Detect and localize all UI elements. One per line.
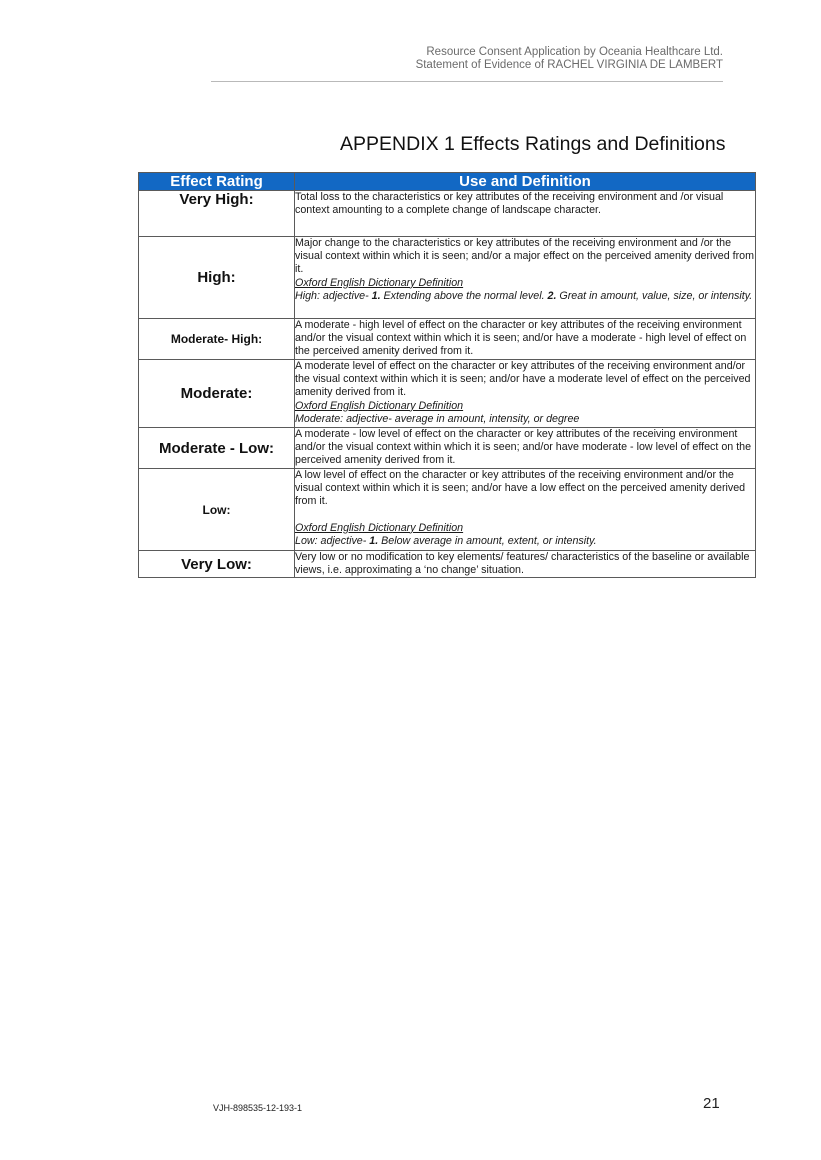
header-line-1: Resource Consent Application by Oceania Healthcare Ltd. (426, 46, 723, 58)
oed-meaning-1: Below average in amount, extent, or intensity. (378, 534, 597, 547)
rating-cell: Moderate: (139, 360, 295, 428)
definition-text: A moderate level of effect on the character or key attributes of the receiving environment and/or the visual context within which it is seen; and/or have a moderate level of effect on the perceived amenity derived from it. (295, 360, 751, 399)
rating-cell: Very Low: (139, 551, 295, 578)
page-header (416, 46, 723, 72)
appendix-title: APPENDIX 1 Effects Ratings and Definitions (340, 133, 726, 155)
rating-cell: Low: (139, 469, 295, 551)
definition-text: A low level of effect on the character or key attributes of the receiving environment and/or the visual context within which it is seen; and/or have a low effect on the perceived amenity derived from it. (295, 469, 746, 508)
table-row (139, 237, 756, 319)
oed-number-2: 2. (547, 289, 557, 302)
spacer (295, 509, 755, 522)
definition-cell: A moderate - high level of effect on the character or key attributes of the receiving environment and/or the visual context within which it is seen; and/or have a moderate - high level of effect on the perceived amenity derived from it. (295, 319, 756, 360)
use-definition-header: Use and Definition (295, 173, 756, 191)
effects-table (138, 172, 756, 578)
oed-text: Moderate: adjective- average in amount, intensity, or degree (295, 412, 580, 425)
oed-label: Oxford English Dictionary Definition (295, 276, 464, 289)
table-row (139, 319, 756, 360)
table-row (139, 360, 756, 428)
document-code: VJH-898535-12-193-1 (213, 1103, 303, 1113)
oed-number-1: 1. (371, 289, 381, 302)
oed-label: Oxford English Dictionary Definition (295, 521, 464, 534)
rating-cell: High: (139, 237, 295, 319)
table-header-row (139, 173, 756, 191)
oed-meaning-2: Great in amount, value, size, or intensity. (556, 289, 753, 302)
oed-prefix: Low: adjective- (295, 534, 370, 547)
page-number: 21 (703, 1095, 720, 1112)
oed-meaning-1: Extending above the normal level. (380, 289, 548, 302)
definition-cell: Very low or no modification to key elements/ features/ characteristics of the baseline or available views, i.e. approximating a ‘no change’ situation. (295, 551, 756, 578)
definition-cell: Total loss to the characteristics or key attributes of the receiving environment and /or visual context amounting to a complete change of landscape character. (295, 191, 756, 237)
rating-cell: Very High: (139, 191, 295, 237)
definition-text: Major change to the characteristics or key attributes of the receiving environment and /or the visual context within which it is seen; and/or a major effect on the perceived amenity derived from it. (295, 237, 754, 276)
table-row (139, 428, 756, 469)
rating-cell: Moderate- High: (139, 319, 295, 360)
definition-cell (295, 469, 756, 551)
effect-rating-header: Effect Rating (139, 173, 295, 191)
oed-label: Oxford English Dictionary Definition (295, 399, 464, 412)
oed-prefix: High: adjective- (295, 289, 372, 302)
definition-cell (295, 237, 756, 319)
oed-text (295, 535, 597, 547)
definition-cell: A moderate - low level of effect on the character or key attributes of the receiving environment and/or the visual context within which it is seen; and/or have moderate - low level of effect on the perceived amenity derived from it. (295, 428, 756, 469)
header-divider (211, 81, 723, 82)
table-row (139, 191, 756, 237)
rating-cell: Moderate - Low: (139, 428, 295, 469)
table-row (139, 551, 756, 578)
definition-cell (295, 360, 756, 428)
header-line-2: Statement of Evidence of RACHEL VIRGINIA DE LAMBERT (415, 59, 723, 71)
oed-text (295, 290, 752, 302)
table-row (139, 469, 756, 551)
oed-number-1: 1. (369, 534, 379, 547)
